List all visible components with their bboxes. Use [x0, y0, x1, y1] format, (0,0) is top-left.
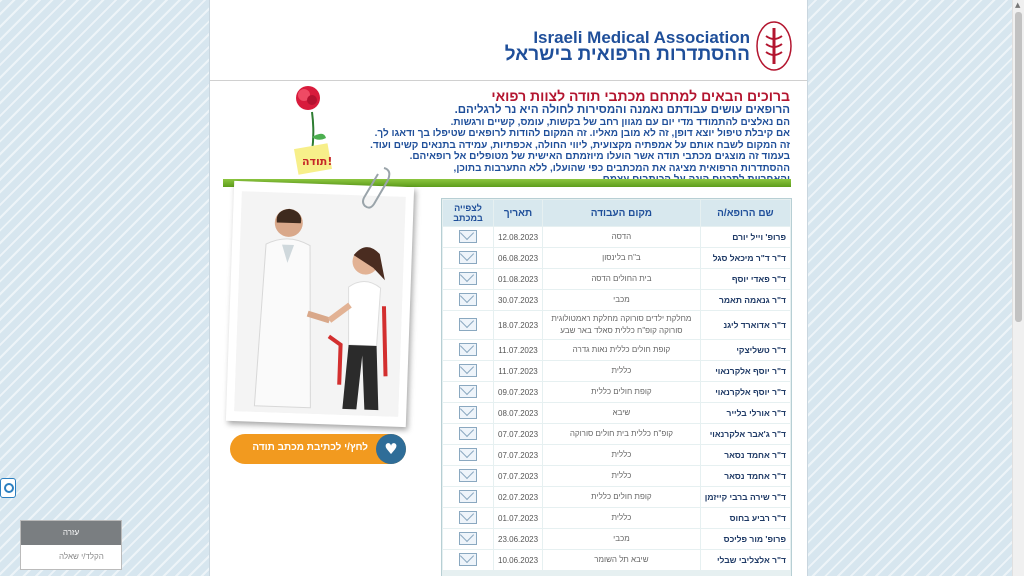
letter-date: 12.08.2023 — [494, 227, 542, 247]
letter-date: 11.07.2023 — [494, 340, 542, 360]
workplace: מחלקת ילדים סורוקה מחלקת ראמטולוגית סורוקה קופ"ח כללית סאלד באר שבע — [543, 311, 700, 339]
intro-line: בעמוד זה מוצגים מכתבי תודה אשר הועלו מיוזמתם האישית של מטופלים אל רופאיהם. — [409, 151, 790, 162]
letters-table — [441, 198, 792, 576]
letter-date: 07.07.2023 — [494, 424, 542, 444]
doctor-name[interactable]: ד"ר יוסף אלקרנאוי — [701, 361, 790, 381]
table-row — [443, 466, 790, 486]
letter-date: 30.07.2023 — [494, 290, 542, 310]
table-row — [443, 445, 790, 465]
table-row — [443, 340, 790, 360]
envelope-icon[interactable] — [459, 490, 477, 503]
table-row — [443, 290, 790, 310]
letter-date: 08.07.2023 — [494, 403, 542, 423]
table-row — [443, 311, 790, 339]
letter-date: 01.07.2023 — [494, 508, 542, 528]
help-question-input[interactable]: הקלד/י שאלה — [59, 552, 104, 561]
intro-line: ההסתדרות הרפואית מציגה את המכתבים כפי שהועלו, ללא התערבות בתוכן, — [453, 162, 790, 174]
site-header — [210, 0, 807, 81]
envelope-icon[interactable] — [459, 293, 477, 306]
workplace: כללית — [543, 445, 700, 465]
envelope-icon[interactable] — [459, 385, 477, 398]
workplace: שיבא תל השומר — [543, 550, 700, 570]
table-row — [443, 550, 790, 570]
workplace: כללית — [543, 361, 700, 381]
table-row — [443, 382, 790, 402]
column-header-workplace[interactable]: מקום העבודה — [543, 200, 700, 226]
doctor-name[interactable]: ד"ר אחמד נסאר — [701, 466, 790, 486]
workplace: ב"ח בלינסון — [543, 248, 700, 268]
view-letter-cell[interactable] — [443, 311, 493, 339]
workplace: קופת חולים כללית — [543, 487, 700, 507]
view-letter-cell[interactable] — [443, 382, 493, 402]
workplace: הדסה — [543, 227, 700, 247]
view-letter-cell[interactable] — [443, 248, 493, 268]
association-emblem-icon[interactable] — [755, 20, 793, 72]
letter-date: 09.07.2023 — [494, 382, 542, 402]
scrollbar[interactable] — [1012, 0, 1024, 576]
photo-frame — [226, 181, 414, 427]
letter-date: 06.08.2023 — [494, 248, 542, 268]
workplace: מכבי — [543, 290, 700, 310]
workplace: בית החולים הדסה — [543, 269, 700, 289]
workplace: קופת חולים כללית — [543, 382, 700, 402]
workplace: מכבי — [543, 529, 700, 549]
doctor-name[interactable]: פרופ' וייל יורם — [701, 227, 790, 247]
intro-line: הם נאלצים להתמודד מדי יום עם מגוון רחב של בקשות, עומס, קשיים ורגשות. — [450, 116, 790, 128]
workplace: כללית — [543, 466, 700, 486]
letter-date: 23.06.2023 — [494, 529, 542, 549]
doctor-name[interactable]: ד"ר רביע בחוס — [701, 508, 790, 528]
page-content — [209, 0, 808, 576]
org-name-english[interactable]: Israeli Medical Association — [533, 28, 750, 47]
table-row — [443, 248, 790, 268]
view-letter-cell[interactable] — [443, 340, 493, 360]
envelope-icon[interactable] — [459, 511, 477, 524]
view-letter-cell[interactable] — [443, 508, 493, 528]
envelope-icon[interactable] — [459, 272, 477, 285]
column-header-doctor[interactable]: שם הרופא/ה — [701, 200, 790, 226]
heart-icon: ♥ — [376, 434, 406, 464]
cta-label: לחץ/י לכתיבת מכתב תודה — [252, 442, 368, 453]
workplace: קופת חולים כללית נאות גדרה — [543, 340, 700, 360]
view-letter-cell[interactable] — [443, 361, 493, 381]
workplace: כללית — [543, 508, 700, 528]
view-letter-cell[interactable] — [443, 529, 493, 549]
table-row — [443, 269, 790, 289]
envelope-icon[interactable] — [459, 532, 477, 545]
doctor-name[interactable]: ד"ר ד"ר מיכאל סגל — [701, 248, 790, 268]
doctor-name[interactable]: ד"ר אורלי בלייר — [701, 403, 790, 423]
table-row — [443, 227, 790, 247]
thank-you-note: תודה! — [302, 155, 333, 168]
view-letter-cell[interactable] — [443, 487, 493, 507]
doctor-name[interactable]: ד"ר אדוארד ליגנ — [701, 311, 790, 339]
intro-section — [230, 88, 790, 186]
doctor-name[interactable]: ד"ר פאדי יוסף — [701, 269, 790, 289]
doctor-name[interactable]: ד"ר גנאמה תאמר — [701, 290, 790, 310]
envelope-icon[interactable] — [459, 448, 477, 461]
table-row — [443, 487, 790, 507]
doctor-patient-photo — [234, 191, 406, 417]
table-row — [443, 361, 790, 381]
intro-line: זה המקום לשבח אותם על אמפתיה מקצועית, ליווי החולה, אכפתיות, עמידה בתנאים קשים ועוד. — [370, 139, 790, 151]
intro-title: ברוכים הבאים למתחם מכתבי תודה לצוות רפואי — [491, 88, 790, 104]
help-title: עזרה — [21, 521, 121, 545]
view-letter-cell[interactable] — [443, 269, 493, 289]
envelope-icon[interactable] — [459, 427, 477, 440]
scroll-thumb[interactable] — [1015, 12, 1022, 322]
envelope-icon[interactable] — [459, 251, 477, 264]
letter-date: 07.07.2023 — [494, 445, 542, 465]
letter-date: 11.07.2023 — [494, 361, 542, 381]
letter-date: 07.07.2023 — [494, 466, 542, 486]
view-letter-cell[interactable] — [443, 466, 493, 486]
view-letter-cell[interactable] — [443, 445, 493, 465]
envelope-icon[interactable] — [459, 230, 477, 243]
intro-line: אם קיבלת טיפול יוצא דופן, זה לא מובן מאליו. זה המקום להודות לרופאים שטיפלו בך ודאגו לך. — [374, 128, 790, 139]
doctor-name[interactable]: ד"ר שירה ברבי קייזמן — [701, 487, 790, 507]
envelope-icon[interactable] — [459, 469, 477, 482]
doctor-name[interactable]: ד"ר ג'אבר אלקרנאוי — [701, 424, 790, 444]
view-letter-cell[interactable] — [443, 550, 493, 570]
column-header-date[interactable]: תאריך — [494, 200, 542, 226]
envelope-icon[interactable] — [459, 553, 477, 566]
view-letter-cell[interactable] — [443, 403, 493, 423]
view-letter-cell[interactable] — [443, 227, 493, 247]
doctor-name[interactable]: ד"ר אלצליבי שבלי — [701, 550, 790, 570]
letter-date: 10.06.2023 — [494, 550, 542, 570]
doctor-name[interactable]: ד"ר טשליצקי — [701, 340, 790, 360]
table-row — [443, 403, 790, 423]
column-header-view[interactable]: לצפייה במכתב — [443, 200, 493, 226]
workplace: שיבא — [543, 403, 700, 423]
help-widget[interactable] — [20, 520, 122, 570]
doctor-name[interactable]: ד"ר אחמד נסאר — [701, 445, 790, 465]
table-row — [443, 508, 790, 528]
write-thank-you-letter-button[interactable] — [230, 434, 406, 464]
chat-icon[interactable] — [0, 478, 16, 498]
table-row — [443, 424, 790, 444]
org-name-hebrew[interactable]: ההסתדרות הרפואית בישראל — [504, 44, 750, 65]
envelope-icon[interactable] — [459, 364, 477, 377]
paperclip-icon — [360, 164, 396, 210]
table-row — [443, 529, 790, 549]
envelope-icon[interactable] — [459, 406, 477, 419]
letter-date: 01.08.2023 — [494, 269, 542, 289]
intro-line: הרופאים עושים עבודתם נאמנה והמסירות לחולה היא נר לרגליהם. — [454, 104, 790, 116]
scroll-up-icon[interactable]: ▲ — [1015, 1, 1021, 9]
envelope-icon[interactable] — [459, 343, 477, 356]
envelope-icon[interactable] — [459, 318, 477, 331]
doctor-name[interactable]: ד"ר יוסף אלקרנאוי — [701, 382, 790, 402]
letter-date: 02.07.2023 — [494, 487, 542, 507]
view-letter-cell[interactable] — [443, 424, 493, 444]
letter-date: 18.07.2023 — [494, 311, 542, 339]
view-letter-cell[interactable] — [443, 290, 493, 310]
workplace: קופ"ח כללית בית חולים סורוקה — [543, 424, 700, 444]
doctor-name[interactable]: פרופ' מור פליכס — [701, 529, 790, 549]
